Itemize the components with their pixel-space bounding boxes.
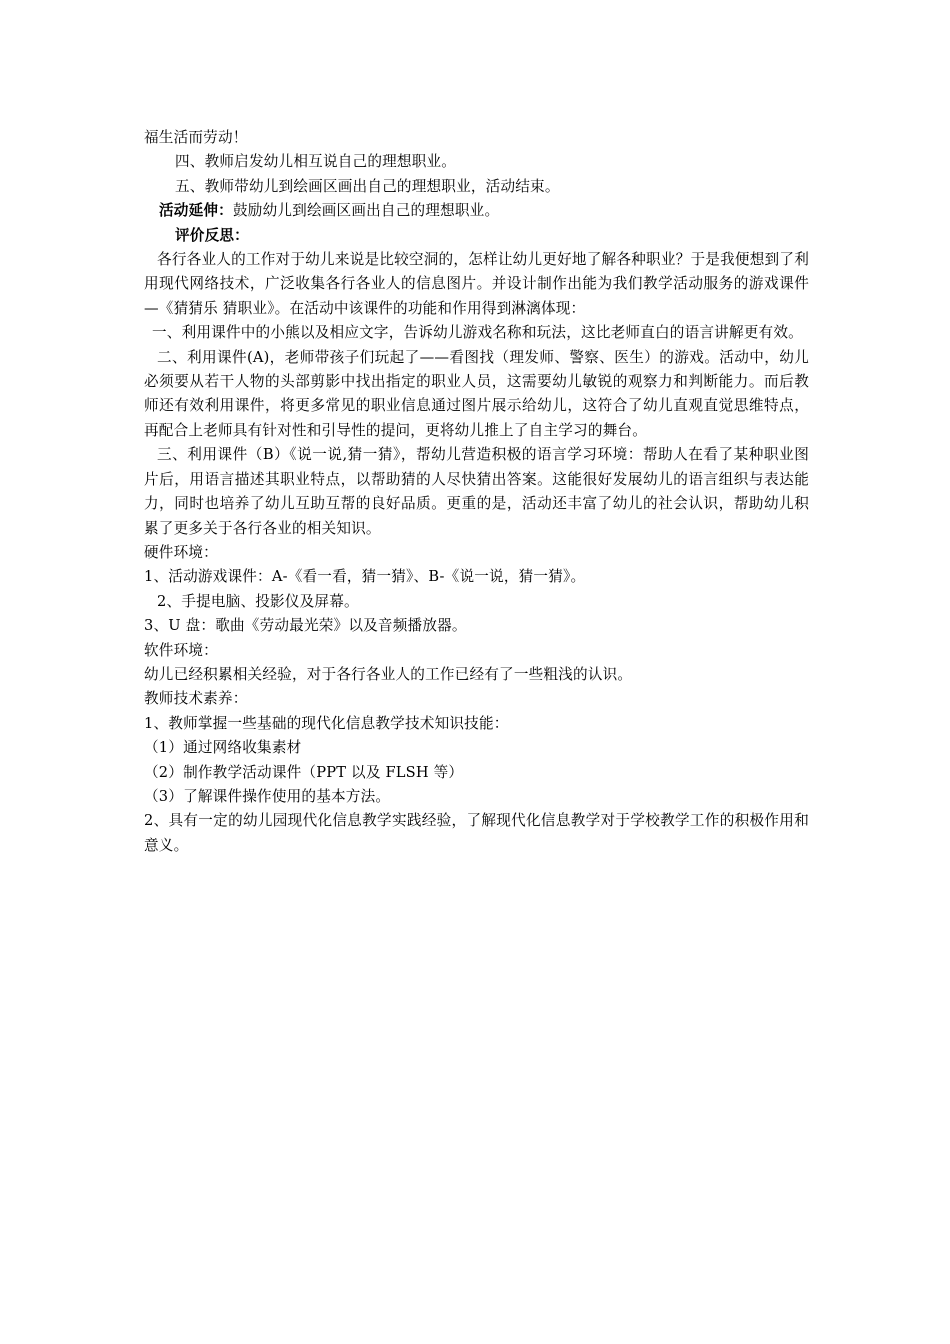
paragraph-text: 五、教师带幼儿到绘画区画出自己的理想职业，活动结束。 [175,177,560,195]
paragraph-4 [144,224,809,248]
paragraph-5 [144,248,809,321]
paragraph-10 [144,565,809,589]
paragraph-text: 三、利用课件（B）《说一说,猜一猜》，帮幼儿营造积极的语言学习环境：帮助人在看了某种职业图片后，用语言描述其职业特点，以帮助猜的人尽快猜出答案。这能很好发展幼儿的语言组织与表达能力，同时也培养了幼儿互助互帮的良好品质。更重的是，活动还丰富了幼儿的社会认识，帮助幼儿积累了更多关于各行各业的相关知识。 [144,446,809,537]
paragraph-12 [144,614,809,638]
paragraph-text: 各行各业人的工作对于幼儿来说是比较空洞的，怎样让幼儿更好地了解各种职业？于是我便想到了利用现代网络技术，广泛收集各行各业人的信息图片。并设计制作出能为我们教学活动服务的游戏课件—《猜猜乐 猜职业》。在活动中该课件的功能和作用得到淋漓体现： [144,251,809,317]
paragraph-9 [144,541,809,565]
paragraph-14 [144,663,809,687]
paragraph-20 [144,809,809,858]
paragraph-text: 2、手提电脑、投影仪及屏幕。 [157,592,359,610]
paragraph-15 [144,687,809,711]
paragraph-text: 幼儿已经积累相关经验，对于各行各业人的工作已经有了一些粗浅的认识。 [144,665,633,683]
section-heading-extension: 活动延伸： [159,202,233,220]
document-body [144,126,809,858]
paragraph-text: 福生活而劳动！ [144,129,248,146]
paragraph-text: 3、U 盘：歌曲《劳动最光荣》以及音频播放器。 [144,617,467,635]
paragraph-7 [144,346,809,444]
paragraph-text: 二、利用课件(A)，老师带孩子们玩起了——看图找（理发师、警察、医生）的游戏。活动中，幼儿必须要从若干人物的头部剪影中找出指定的职业人员，这需要幼儿敏锐的观察力和判断能力。而后教师还有效利用课件，将更多常见的职业信息通过图片展示给幼儿，这符合了幼儿直观直觉思维特点，再配合上老师具有针对性和引导性的提问，更将幼儿推上了自主学习的舞台。 [144,348,809,439]
paragraph-text: 1、教师掌握一些基础的现代化信息教学技术知识技能： [144,714,509,732]
paragraph-1 [144,150,809,174]
paragraph-3 [144,199,809,223]
paragraph-text: （1）通过网络收集素材 [144,739,302,757]
paragraph-text: （3）了解课件操作使用的基本方法。 [144,787,391,805]
paragraph-text: 2、具有一定的幼儿园现代化信息教学实践经验，了解现代化信息教学对于学校教学工作的积极作用和意义。 [144,812,809,854]
paragraph-17 [144,736,809,760]
paragraph-text: 1、活动游戏课件：A-《看一看，猜一猜》、B-《说一说，猜一猜》。 [144,568,586,586]
section-heading-reflection: 评价反思： [175,226,249,244]
paragraph-18 [144,761,809,785]
paragraph-text: 硬件环境： [144,543,218,561]
paragraph-0 [144,126,809,150]
paragraph-6 [144,321,809,345]
paragraph-11 [144,590,809,614]
paragraph-text: 鼓励幼儿到绘画区画出自己的理想职业。 [232,202,500,220]
paragraph-2 [144,175,809,199]
paragraph-16 [144,712,809,736]
paragraph-text: （2）制作教学活动课件（PPT 以及 FLSH 等） [144,763,464,781]
paragraph-19 [144,785,809,809]
paragraph-8 [144,443,809,541]
paragraph-text: 一、利用课件中的小熊以及相应文字，告诉幼儿游戏名称和玩法，这比老师直白的语言讲解更有效。 [152,324,803,342]
paragraph-text: 四、教师启发幼儿相互说自己的理想职业。 [175,153,457,171]
paragraph-text: 软件环境： [144,641,218,659]
paragraph-13 [144,639,809,663]
paragraph-text: 教师技术素养： [144,690,248,708]
